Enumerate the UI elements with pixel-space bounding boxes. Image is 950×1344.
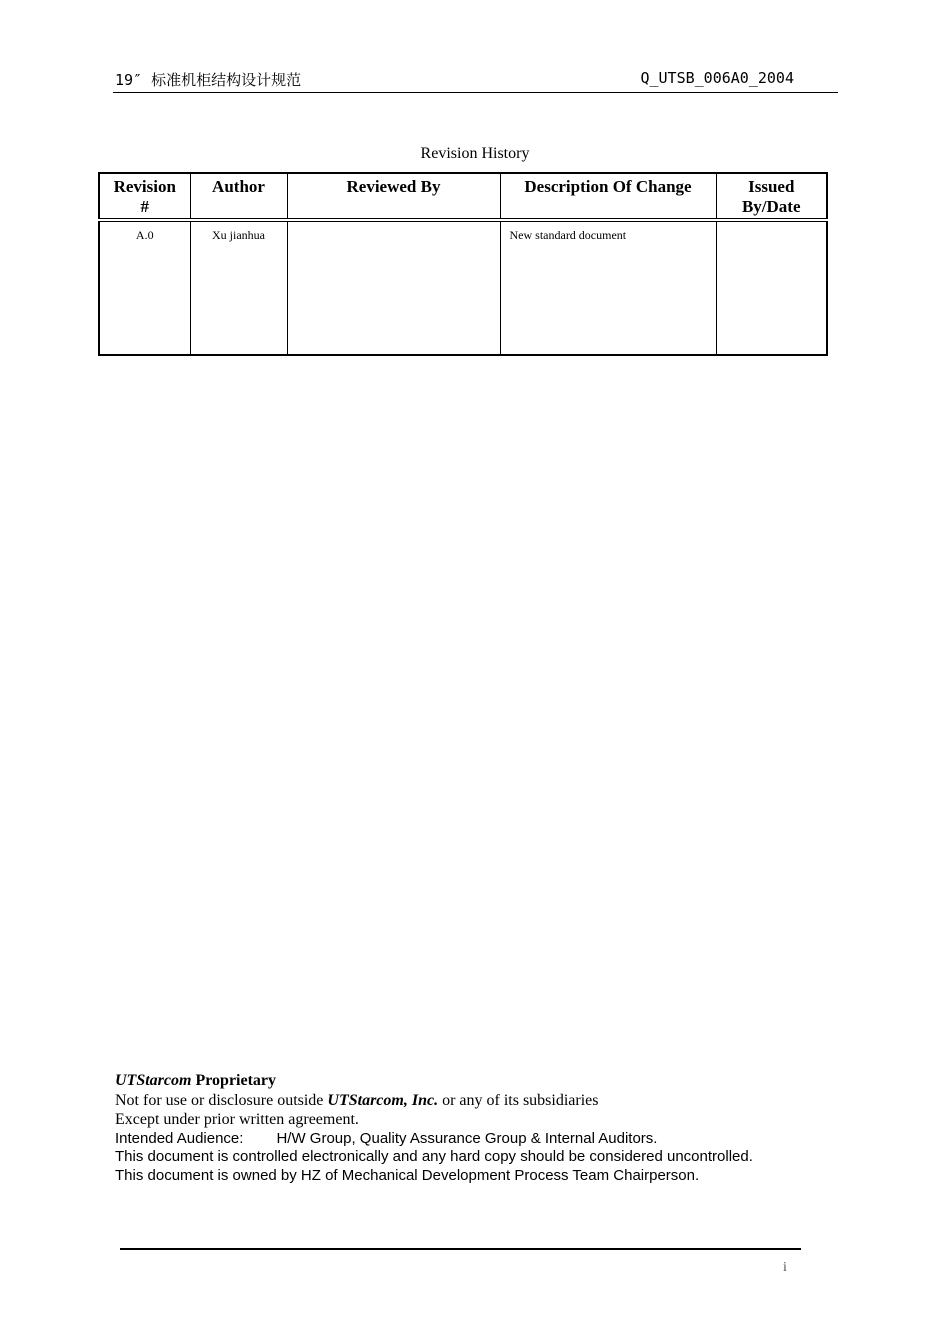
column-header-revision-line2: #	[140, 197, 149, 216]
notice-disclosure-company: UTStarcom, Inc.	[327, 1091, 439, 1109]
page-header	[113, 66, 838, 93]
cell-description: New standard document	[500, 220, 716, 355]
cell-issued	[716, 220, 827, 355]
footer-divider	[120, 1248, 801, 1250]
column-header-reviewed-by: Reviewed By	[287, 173, 500, 220]
notice-heading	[115, 1071, 835, 1091]
column-header-issued-line1: Issued	[748, 177, 795, 196]
notice-disclosure-line	[115, 1091, 835, 1111]
document-code: Q_UTSB_006A0_2004	[640, 69, 794, 87]
audience-label: Intended Audience:	[115, 1129, 244, 1147]
table-row	[99, 220, 827, 355]
proprietary-notice	[115, 1071, 835, 1185]
revision-history-table	[98, 172, 828, 356]
notice-disclosure-prefix: Not for use or disclosure outside	[115, 1091, 328, 1109]
cell-reviewed-by	[287, 220, 500, 355]
column-header-description: Description Of Change	[500, 173, 716, 220]
cell-revision: A.0	[99, 220, 190, 355]
column-header-author: Author	[190, 173, 287, 220]
column-header-revision-line1: Revision	[113, 177, 176, 196]
notice-audience-line	[115, 1130, 835, 1149]
notice-owner-line: This document is owned by HZ of Mechanical Development Process Team Chairperson.	[115, 1166, 700, 1184]
document-title: 19″ 标准机柜结构设计规范	[115, 71, 302, 89]
notice-control-line: This document is controlled electronically and any hard copy should be considered uncontrolled.	[115, 1148, 753, 1165]
notice-company-name: UTStarcom	[115, 1072, 192, 1089]
column-header-revision	[99, 173, 190, 220]
table-header-row	[99, 173, 827, 220]
notice-disclosure-suffix: or any of its subsidiaries	[438, 1091, 599, 1109]
audience-value: H/W Group, Quality Assurance Group & Internal Auditors.	[276, 1129, 658, 1147]
notice-agreement-line: Except under prior written agreement.	[115, 1111, 359, 1128]
column-header-issued-line2: By/Date	[741, 197, 801, 216]
cell-author: Xu jianhua	[190, 220, 287, 355]
column-header-issued	[716, 173, 827, 220]
notice-proprietary-label: Proprietary	[191, 1072, 277, 1089]
revision-history-title: Revision History	[420, 145, 530, 162]
page-number: i	[783, 1260, 787, 1275]
